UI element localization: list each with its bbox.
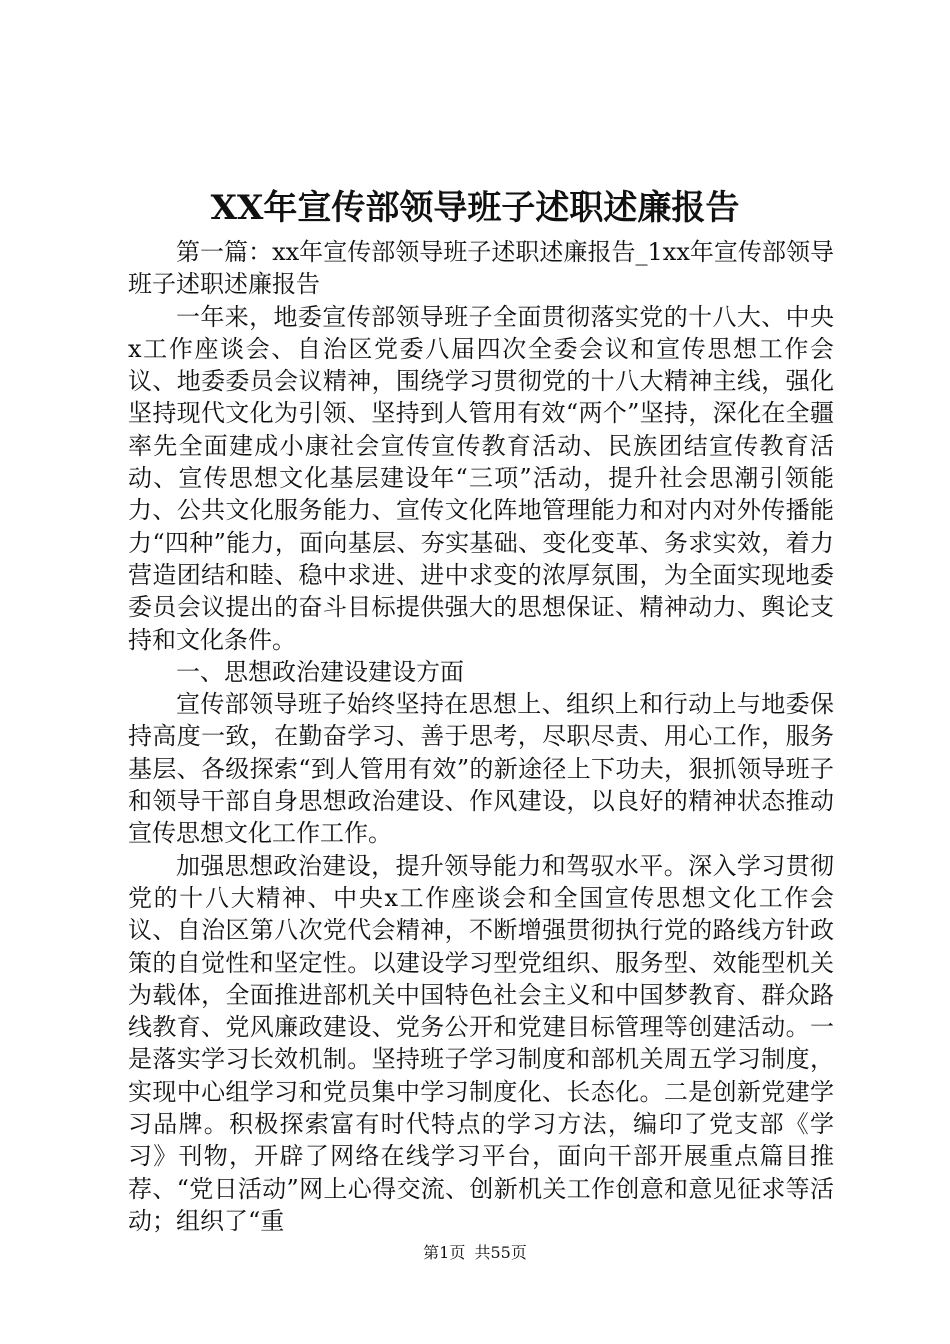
paragraph-leadership-team: 宣传部领导班子始终坚持在思想上、组织上和行动上与地委保持高度一致，在勤奋学习、善于思考，尽职尽责、用心工作，服务基层、各级探索“到人管用有效”的新途径上下功夫，狠抓领导班子和领导干部自身思想政治建设、作风建设，以良好的精神状态推动宣传思想文化工作工作。 xyxy=(128,690,834,848)
paragraph-intro: 一年来，地委宣传部领导班子全面贯彻落实党的十八大、中央x工作座谈会、自治区党委八届四次全委会议和宣传思想工作会议、地委委员会议精神，围绕学习贯彻党的十八大精神主线，强化坚持现代文化为引领、坚持到人管用有效“两个”坚持，深化在全疆率先全面建成小康社会宣传宣传教育活动、民族团结宣传教育活动、宣传思想文化基层建设年“三项”活动，提升社会思潮引领能力、公共文化服务能力、宣传文化阵地管理能力和对内对外传播能力“四种”能力，面向基层、夯实基础、变化变革、务求实效，着力营造团结和睦、稳中求进、进中求变的浓厚氛围，为全面实现地委委员会议提出的奋斗目标提供强大的思想保证、精神动力、舆论支持和文化条件。 xyxy=(128,302,834,654)
page-number: 第1页 xyxy=(423,1243,466,1262)
section-heading-political-construction: 一、思想政治建设建设方面 xyxy=(176,657,464,686)
paragraph-strengthen-construction: 加强思想政治建设，提升领导能力和驾驭水平。深入学习贯彻党的十八大精神、中央x工作座谈会和全国宣传思想文化工作会议、自治区第八次党代会精神，不断增强贯彻执行党的路线方针政策的自觉性和坚定性。以建设学习型党组织、服务型、效能型机关为载体，全面推进部机关中国特色社会主义和中国梦教育、群众路线教育、党风廉政建设、党务公开和党建目标管理等创建活动。一是落实学习长效机制。坚持班子学习制度和部机关周五学习制度，实现中心组学习和党员集中学习制度化、长态化。二是创新党建学习品牌。积极探索富有时代特点的学习方法，编印了党支部《学习》刊物，开辟了网络在线学习平台，面向干部开展重点篇目推荐、“党日活动”网上心得交流、创新机关工作创意和意见征求等活动；组织了“重 xyxy=(128,851,834,1235)
paragraph-heading-first-article: 第一篇：xx年宣传部领导班子述职述廉报告_1xx年宣传部领导班子述职述廉报告 xyxy=(128,238,834,299)
document-title: XX年宣传部领导班子述职述廉报告 xyxy=(210,188,740,228)
page-total: 共55页 xyxy=(474,1243,527,1262)
page-footer xyxy=(0,1242,950,1264)
document-body xyxy=(128,236,834,1237)
